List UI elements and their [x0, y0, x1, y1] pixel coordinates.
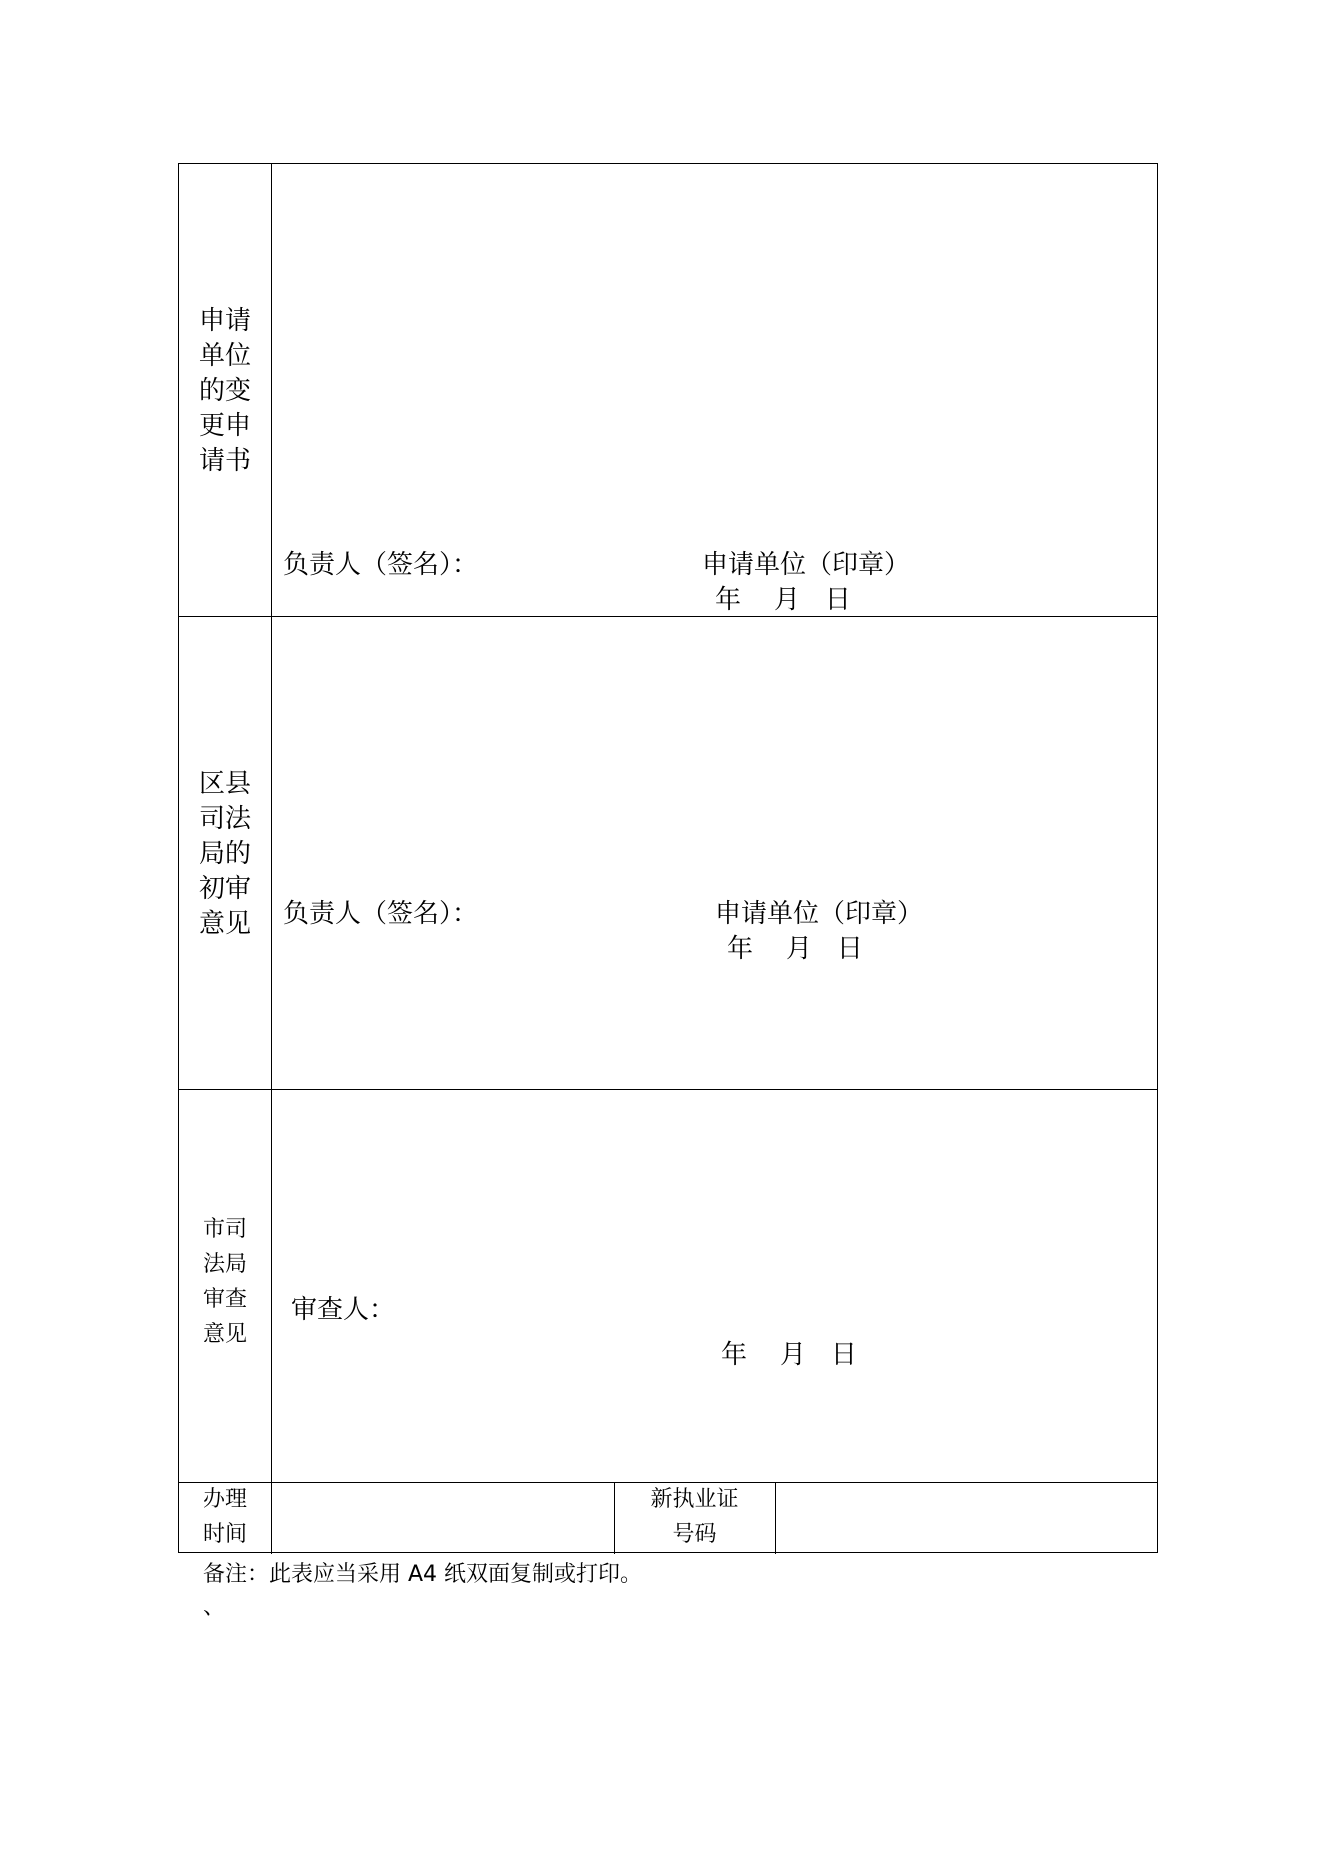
application-unit-seal-label: 申请单位（印章）	[702, 550, 911, 580]
footnote: 备注：此表应当采用 A4 纸双面复制或打印。	[203, 1562, 643, 1587]
district-signer-label: 负责人（签名）：	[283, 899, 479, 929]
label-column-divider	[271, 164, 272, 1554]
new-license-number-field[interactable]	[776, 1484, 1156, 1552]
footer-cell-divider	[614, 1482, 615, 1554]
city-reviewer-label: 审查人：	[291, 1295, 396, 1325]
application-date-label: 年 月 日	[715, 585, 851, 615]
district-review-section-label: 区县 司法 局的 初审 意见	[198, 769, 251, 939]
new-license-number-label: 新执业证 号码	[650, 1487, 739, 1547]
row-divider	[179, 1089, 1157, 1090]
district-date-label: 年 月 日	[727, 934, 863, 964]
district-unit-seal-label: 申请单位（印章）	[715, 899, 924, 929]
handling-time-label: 办理 时间	[202, 1487, 247, 1547]
handling-time-field[interactable]	[272, 1484, 613, 1552]
city-date-label: 年 月 日	[721, 1340, 857, 1370]
row-divider	[179, 616, 1157, 617]
stray-mark: 、	[203, 1595, 226, 1620]
form-table	[178, 163, 1158, 1553]
application-section-label: 申请 单位 的变 更申 请书	[198, 306, 251, 476]
application-signer-label: 负责人（签名）：	[283, 550, 479, 580]
city-review-section-label: 市司 法局 审查 意见	[202, 1217, 247, 1347]
